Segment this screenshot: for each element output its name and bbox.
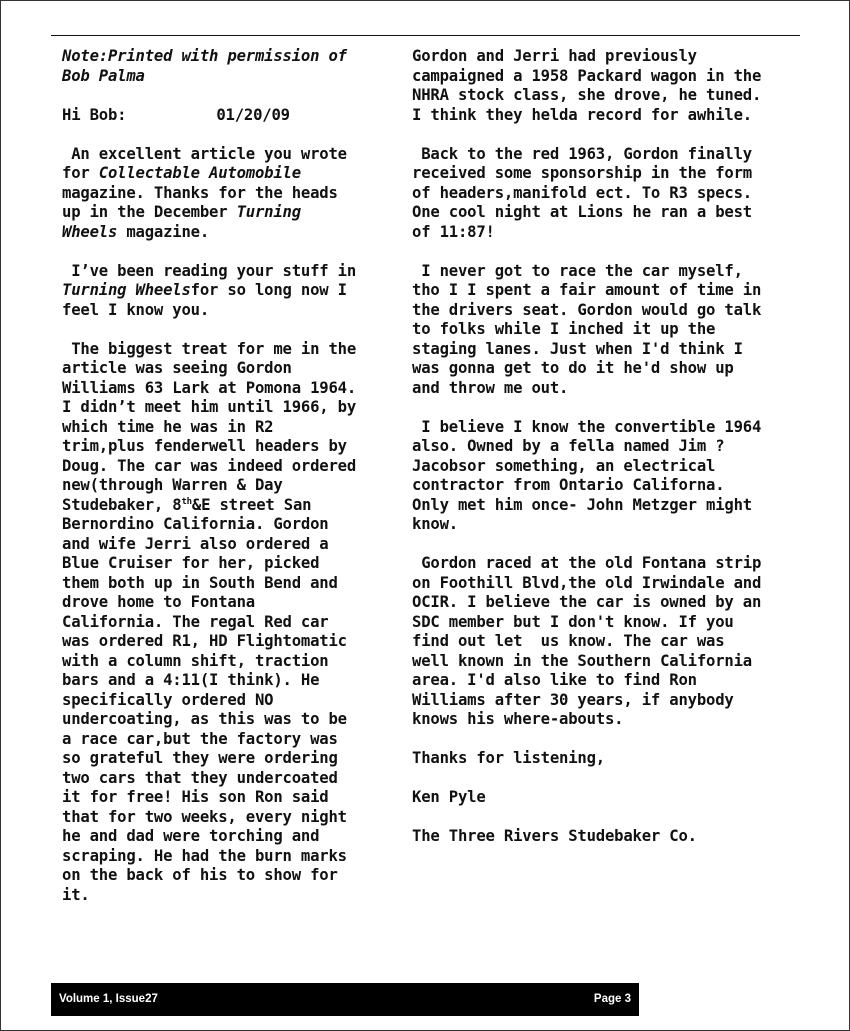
text-line: which time he was in R2 — [62, 417, 274, 436]
company-name: The Three Rivers Studebaker Co. — [412, 827, 697, 845]
text-line: know. — [412, 515, 458, 533]
text-line: was ordered R1, HD Flightomatic — [62, 632, 347, 650]
text-line: I didn’t meet him until 1966, by — [62, 398, 357, 416]
note-line: Bob Palma — [62, 66, 145, 85]
text-line: California. The regal Red car — [62, 612, 329, 631]
text-line: also. Owned by a fella named Jim ? — [412, 437, 725, 455]
text-line: Gordon raced at the old Fontana strip — [412, 554, 762, 572]
text-line: I think they helda record for awhile. — [412, 105, 752, 124]
text-line: undercoating, as this was to be — [62, 710, 347, 728]
text-line: with a column shift, traction — [62, 651, 329, 670]
text-line: bars and a 4:11(I think). He — [62, 671, 320, 689]
text-line: of 11:87! — [412, 222, 495, 241]
text-line: Bernordino California. Gordon — [62, 515, 329, 533]
text-line: for Collectable Automobile — [62, 164, 301, 182]
text-line: and wife Jerri also ordered a — [62, 534, 329, 553]
text-line: magazine. Thanks for the heads — [62, 183, 338, 202]
text-line: Williams after 30 years, if anybody — [412, 690, 734, 709]
left-column — [62, 47, 356, 905]
page-number: Page 3 — [593, 993, 631, 1005]
text-line: drove home to Fontana — [62, 593, 255, 611]
text-line: feel I know you. — [62, 300, 210, 319]
volume-issue: Volume 1, Issue27 — [59, 993, 158, 1005]
note-line: Note:Printed with permission of — [62, 47, 347, 65]
signature: Ken Pyle — [412, 788, 486, 806]
greeting: Hi Bob: — [62, 105, 127, 124]
text-line: of headers,manifold ect. To R3 specs. — [412, 183, 752, 202]
text-line: Turning Wheelsfor so long now I — [62, 281, 347, 299]
text-line: up in the December Turning — [62, 203, 301, 221]
letter-date: 01/20/09 — [216, 105, 290, 124]
text-line: OCIR. I believe the car is owned by an — [412, 593, 762, 611]
text-line: knows his where-abouts. — [412, 710, 624, 728]
text-line: new(through Warren & Day — [62, 476, 283, 494]
text-line: it for free! His son Ron said — [62, 788, 329, 806]
text-line: Blue Cruiser for her, picked — [62, 554, 320, 572]
text-line: contractor from Ontario Californa. — [412, 476, 725, 494]
text-line: so grateful they were ordering — [62, 749, 338, 767]
text-line: I’ve been reading your stuff in — [62, 261, 357, 280]
text-line: on the back of his to show for — [62, 866, 338, 884]
magazine-title: Collectable Automobile — [98, 164, 301, 182]
header-rule — [51, 35, 800, 36]
greeting-line — [62, 106, 356, 126]
closing-line: Thanks for listening, — [412, 749, 605, 767]
text-line: he and dad were torching and — [62, 827, 320, 845]
text-line: area. I'd also like to find Ron — [412, 671, 697, 689]
text-line: specifically ordered NO — [62, 690, 274, 709]
right-column — [412, 47, 761, 847]
text-line: tho I I spent a fair amount of time in — [412, 281, 762, 299]
text-line: and throw me out. — [412, 378, 569, 397]
text-line: well known in the Southern California — [412, 651, 752, 670]
text-line: An excellent article you wrote — [62, 144, 347, 163]
magazine-title: Turning Wheels — [62, 281, 191, 299]
text-line: Studebaker, 8th&E street San — [62, 495, 312, 514]
text-line: them both up in South Bend and — [62, 573, 338, 592]
text-line: I believe I know the convertible 1964 — [412, 417, 762, 436]
text-line: two cars that they undercoated — [62, 768, 338, 787]
text-line: Wheels magazine. — [62, 222, 210, 241]
text-line: the drivers seat. Gordon would go talk — [412, 300, 762, 319]
text-line: on Foothill Blvd,the old Irwindale and — [412, 573, 762, 592]
text-line: received some sponsorship in the form — [412, 164, 752, 182]
text-line: find out let us know. The car was — [412, 632, 725, 650]
text-line: staging lanes. Just when I'd think I — [412, 339, 743, 358]
text-line: trim,plus fenderwell headers by — [62, 437, 347, 455]
footer-bar — [51, 983, 639, 1016]
text-line: that for two weeks, every night — [62, 807, 347, 826]
text-line: article was seeing Gordon — [62, 359, 292, 377]
text-line: SDC member but I don't know. If you — [412, 612, 734, 631]
text-line: to folks while I inched it up the — [412, 320, 716, 338]
text-line: Jacobsor something, an electrical — [412, 456, 716, 475]
magazine-title: Turning — [236, 203, 301, 221]
text-line: was gonna get to do it he'd show up — [412, 359, 734, 377]
text-line: NHRA stock class, she drove, he tuned. — [412, 86, 762, 104]
text-line: Only met him once- John Metzger might — [412, 495, 752, 514]
text-line: Gordon and Jerri had previously — [412, 47, 697, 65]
text-line: campaigned a 1958 Packard wagon in the — [412, 66, 762, 85]
text-line: The biggest treat for me in the — [62, 339, 357, 358]
text-line: scraping. He had the burn marks — [62, 846, 347, 865]
magazine-title: Wheels — [62, 222, 118, 241]
text-line: Williams 63 Lark at Pomona 1964. — [62, 378, 357, 397]
text-line: Doug. The car was indeed ordered — [62, 456, 357, 475]
text-line: a race car,but the factory was — [62, 729, 338, 748]
text-line: I never got to race the car myself, — [412, 261, 743, 280]
text-line: One cool night at Lions he ran a best — [412, 203, 752, 221]
text-line: Back to the red 1963, Gordon finally — [412, 144, 752, 163]
text-line: it. — [62, 885, 90, 904]
